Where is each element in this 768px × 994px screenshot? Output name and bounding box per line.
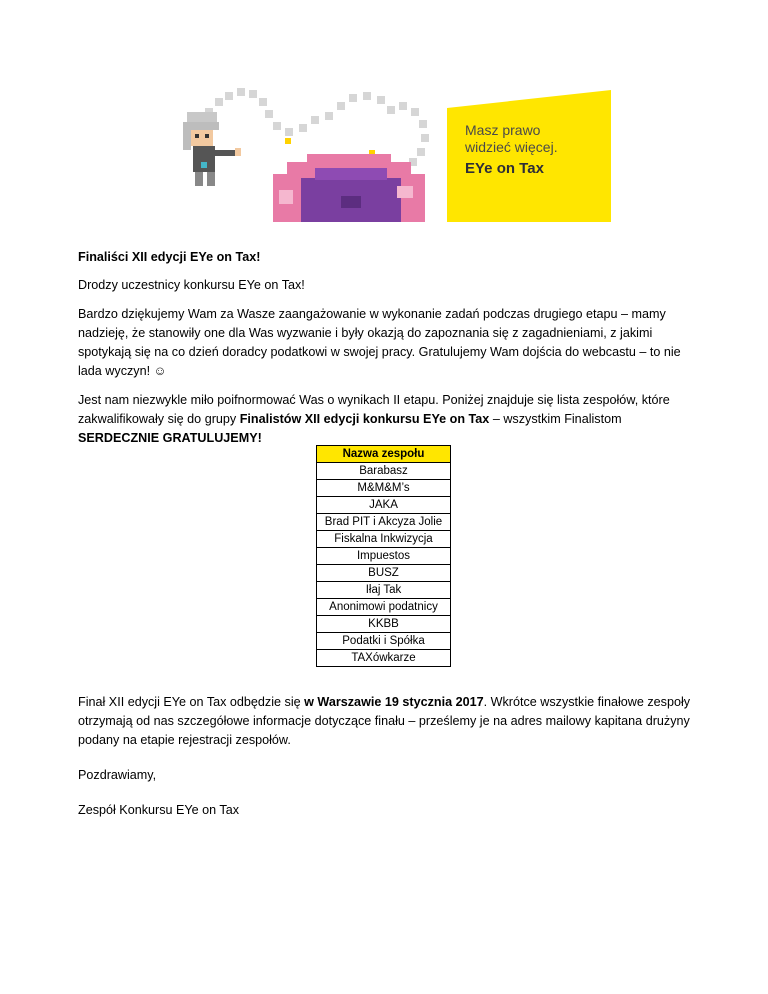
brand-name: EYe on Tax — [465, 160, 544, 177]
table-row — [317, 548, 451, 565]
tagline-line-2: widzieć więcej. — [465, 139, 558, 155]
team-name-cell: Fiskalna Inkwizycja — [317, 531, 451, 548]
letter-body-top — [78, 248, 698, 458]
table-row — [317, 633, 451, 650]
table-row — [317, 480, 451, 497]
table-header-row — [317, 446, 451, 463]
results-bold-congrats: SERDECZNIE GRATULUJEMY! — [78, 431, 262, 445]
team-name-cell: Brad PIT i Akcyza Jolie — [317, 514, 451, 531]
banner-text — [465, 122, 605, 178]
team-name-cell: JAKA — [317, 497, 451, 514]
team-name-cell: BUSZ — [317, 565, 451, 582]
teams-table — [316, 445, 451, 667]
team-name-cell: Anonimowi podatnicy — [317, 599, 451, 616]
eye-on-tax-banner — [165, 78, 611, 222]
table-row — [317, 531, 451, 548]
pixel-dome — [273, 154, 425, 222]
table-row — [317, 599, 451, 616]
table-row — [317, 616, 451, 633]
team-name-cell: M&M&M’s — [317, 480, 451, 497]
final-text-2: . Wkrótce wszystkie finałowe zespoły otrzymają od nas szczegółowe informacje dotyczące finału – prześlemy je na adres mailowy kapitana drużyny podany na etapie rejestracji zespołów. — [78, 695, 691, 747]
table-row — [317, 565, 451, 582]
table-row — [317, 463, 451, 480]
final-bold-date: w Warszawie 19 stycznia 2017 — [304, 695, 484, 709]
team-name-cell: Impuestos — [317, 548, 451, 565]
greeting: Drodzy uczestnicy konkursu EYe on Tax! — [78, 278, 305, 292]
paragraph-results — [78, 391, 698, 448]
final-text-1: Finał XII edycji EYe on Tax odbędzie się — [78, 695, 305, 709]
tagline-line-1: Masz prawo — [465, 122, 541, 138]
team-name-cell: Iłaj Tak — [317, 582, 451, 599]
paragraph-thanks: Bardzo dziękujemy Wam za Wasze zaangażowanie w wykonanie zadań podczas drugiego etapu – mamy nadzieję, że stanowiły one dla Was wyzwanie i były okazją do zapoznania się z zagadnieniami, z jakimi spotykają się na co dzień doradcy podatkowi w swojej pracy. Gratulujemy Wam dojścia do webcastu – to nie lada wyczyn! ☺ — [78, 307, 681, 378]
results-bold-finalists: Finalistów XII edycji konkursu EYe on Tax — [239, 412, 490, 426]
table-row — [317, 514, 451, 531]
pixel-character — [183, 112, 241, 186]
team-name-cell: TAXówkarze — [317, 650, 451, 667]
table-row — [317, 650, 451, 667]
results-text-2: – wszystkim Finalistom — [489, 412, 622, 426]
team-name-cell: Podatki i Spółka — [317, 633, 451, 650]
letter-body-bottom — [78, 693, 698, 830]
team-name-cell: KKBB — [317, 616, 451, 633]
closing: Pozdrawiamy, — [78, 768, 157, 782]
table-header-team-name: Nazwa zespołu — [317, 446, 451, 463]
paragraph-final — [78, 693, 698, 750]
table-row — [317, 497, 451, 514]
team-name-cell: Barabasz — [317, 463, 451, 480]
table-row — [317, 582, 451, 599]
letter-title: Finaliści XII edycji EYe on Tax! — [78, 250, 261, 264]
signature: Zespół Konkursu EYe on Tax — [78, 803, 240, 817]
results-text-1: Jest nam niezwykle miło poifnormować Was o wynikach II etapu. Poniżej znajduje się lista zespołów, które zakwalifikowały się do grupy — [78, 393, 670, 426]
